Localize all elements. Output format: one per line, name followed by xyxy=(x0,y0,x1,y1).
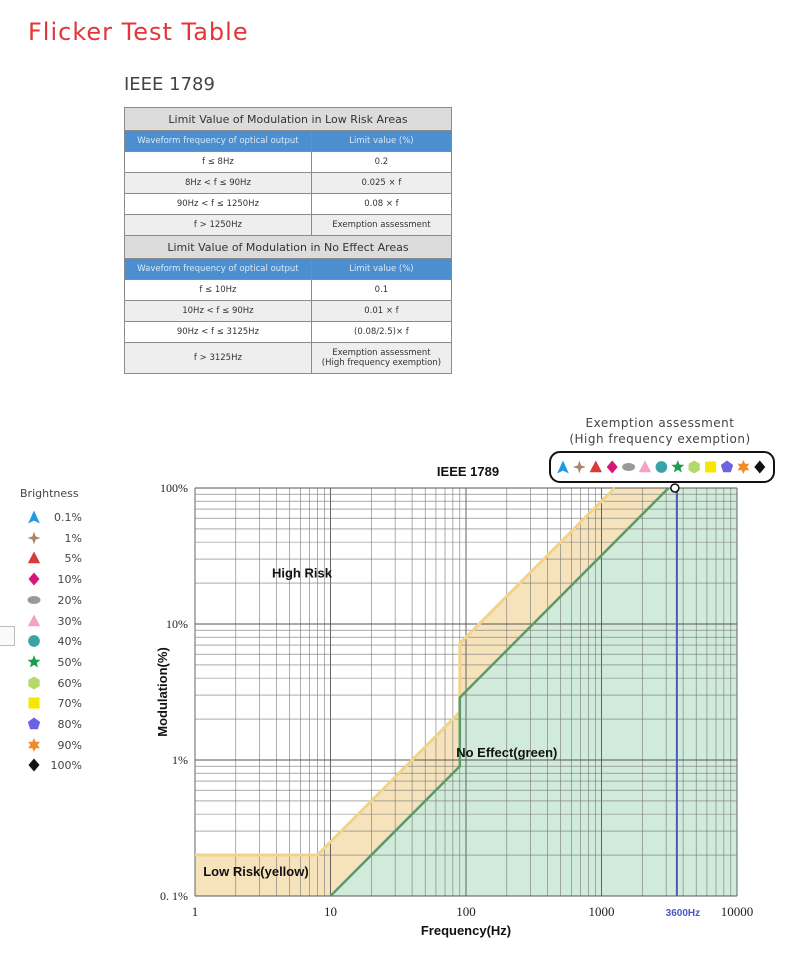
brightness-legend-item xyxy=(26,737,96,753)
side-tab[interactable] xyxy=(0,626,15,646)
brightness-legend-label: 80% xyxy=(57,718,82,731)
table-cell-limit: 0.01 × f xyxy=(311,301,451,322)
table-section-title: Limit Value of Modulation in Low Risk Areas xyxy=(125,108,452,131)
table-row xyxy=(125,152,452,173)
page-title: Flicker Test Table xyxy=(28,18,249,46)
brightness-swatch xyxy=(26,592,42,608)
table-cell-limit: 0.08 × f xyxy=(311,194,451,215)
table-section-title-row xyxy=(125,108,452,131)
table-cell-frequency: f > 3125Hz xyxy=(125,343,312,374)
table-cell-limit: (0.08/2.5)× f xyxy=(311,322,451,343)
x-tick-label: 10 xyxy=(324,904,337,919)
brightness-legend-label: 40% xyxy=(57,635,82,649)
table-header-frequency: Waveform frequency of optical output xyxy=(125,259,312,280)
brightness-swatch xyxy=(26,695,42,711)
square-icon xyxy=(28,698,39,709)
cone-icon xyxy=(28,511,40,524)
brightness-legend-item xyxy=(26,675,96,691)
brightness-legend-item xyxy=(26,716,96,732)
brightness-legend-label: 1% xyxy=(64,531,82,545)
table-cell-frequency: 10Hz < f ≤ 90Hz xyxy=(125,301,312,322)
x-axis-label: Frequency(Hz) xyxy=(420,923,512,938)
brightness-swatch xyxy=(26,654,42,670)
x-tick-label: 1 xyxy=(191,904,199,919)
brightness-legend-label: 60% xyxy=(57,676,82,690)
brightness-legend-title: Brightness xyxy=(20,487,79,500)
table-row xyxy=(125,301,452,322)
table-section-title-row xyxy=(125,236,452,259)
star4-icon xyxy=(28,531,41,544)
brightness-legend-item xyxy=(26,613,96,629)
y-tick-label: 10% xyxy=(166,617,188,631)
brightness-swatch xyxy=(26,550,42,566)
marker-label: 3600Hz xyxy=(665,908,701,919)
table-row xyxy=(125,194,452,215)
brightness-swatch xyxy=(26,509,42,525)
table-cell-limit: Exemption assessment (High frequency exemption) xyxy=(311,343,451,374)
table-row xyxy=(125,322,452,343)
table-cell-limit: 0.025 × f xyxy=(311,173,451,194)
table-row xyxy=(125,343,452,374)
brightness-legend-label: 5% xyxy=(64,552,82,566)
table-row xyxy=(125,215,452,236)
x-tick-label: 100 xyxy=(456,904,476,919)
triangle-icon xyxy=(28,614,40,626)
table-cell-frequency: 8Hz < f ≤ 90Hz xyxy=(125,173,312,194)
no-effect-label: No Effect(green) xyxy=(456,745,558,761)
table-cell-limit: Exemption assessment xyxy=(311,215,451,236)
brightness-legend-label: 70% xyxy=(57,697,82,711)
brightness-legend-item xyxy=(26,509,96,525)
brightness-swatch xyxy=(26,737,42,753)
brightness-legend-label: 90% xyxy=(57,738,82,752)
exemption-caption-line2: (High frequency exemption) xyxy=(569,432,751,446)
triangle-icon xyxy=(28,552,40,564)
brightness-swatch xyxy=(26,530,42,546)
table-section-title: Limit Value of Modulation in No Effect Areas xyxy=(125,236,452,259)
high-risk-label: High Risk xyxy=(271,565,332,581)
table-cell-frequency: f > 1250Hz xyxy=(125,215,312,236)
y-tick-label: 0. 1% xyxy=(160,889,188,903)
table-header-row xyxy=(125,259,452,280)
exemption-caption xyxy=(560,415,760,447)
ellipse-icon xyxy=(28,596,41,604)
table-cell-frequency: f ≤ 10Hz xyxy=(125,280,312,301)
brightness-legend-item xyxy=(26,633,96,649)
limits-table xyxy=(124,107,452,374)
brightness-legend-label: 100% xyxy=(50,759,82,773)
brightness-legend-label: 10% xyxy=(57,573,82,587)
brightness-legend-item xyxy=(26,695,96,711)
table-header-limit: Limit value (%) xyxy=(311,259,451,280)
star5-icon xyxy=(28,655,41,667)
table-cell-limit: 0.1 xyxy=(311,280,451,301)
circle-icon xyxy=(28,635,40,647)
y-tick-label: 1% xyxy=(172,753,188,767)
diamond-icon xyxy=(28,759,39,772)
standard-label: IEEE 1789 xyxy=(124,74,215,95)
brightness-swatch xyxy=(26,613,42,629)
brightness-swatch xyxy=(26,571,42,587)
table-row xyxy=(125,173,452,194)
brightness-legend-label: 50% xyxy=(57,655,82,669)
pentagon-icon xyxy=(28,718,40,730)
marker-endpoint xyxy=(671,484,679,492)
diamond-icon xyxy=(28,573,39,586)
brightness-legend-item xyxy=(26,530,96,546)
brightness-legend-label: 30% xyxy=(57,614,82,628)
table-cell-limit: 0.2 xyxy=(311,152,451,173)
brightness-swatch xyxy=(26,675,42,691)
brightness-legend-label: 0.1% xyxy=(54,511,82,524)
y-tick-label: 100% xyxy=(160,481,188,495)
x-tick-label: 10000 xyxy=(720,904,754,919)
star6-icon xyxy=(28,738,40,752)
table-cell-frequency: 90Hz < f ≤ 1250Hz xyxy=(125,194,312,215)
brightness-swatch xyxy=(26,716,42,732)
table-cell-frequency: f ≤ 8Hz xyxy=(125,152,312,173)
ieee-1789-chart xyxy=(150,460,765,950)
brightness-legend-label: 20% xyxy=(57,593,82,607)
y-axis-label: Modulation(%) xyxy=(155,647,170,737)
chart-title: IEEE 1789 xyxy=(436,464,500,479)
table-header-row xyxy=(125,131,452,152)
table-row xyxy=(125,280,452,301)
brightness-swatch xyxy=(26,757,42,773)
brightness-legend-item xyxy=(26,550,96,566)
brightness-legend-item xyxy=(26,592,96,608)
table-cell-frequency: 90Hz < f ≤ 3125Hz xyxy=(125,322,312,343)
low-risk-label: Low Risk(yellow) xyxy=(203,864,309,880)
brightness-legend-item xyxy=(26,757,96,773)
hexagon-icon xyxy=(28,676,39,689)
brightness-swatch xyxy=(26,633,42,649)
brightness-legend-item xyxy=(26,654,96,670)
table-header-limit: Limit value (%) xyxy=(311,131,451,152)
table-header-frequency: Waveform frequency of optical output xyxy=(125,131,312,152)
brightness-legend-item xyxy=(26,571,96,587)
exemption-caption-line1: Exemption assessment xyxy=(585,416,735,430)
x-tick-label: 1000 xyxy=(588,904,615,919)
